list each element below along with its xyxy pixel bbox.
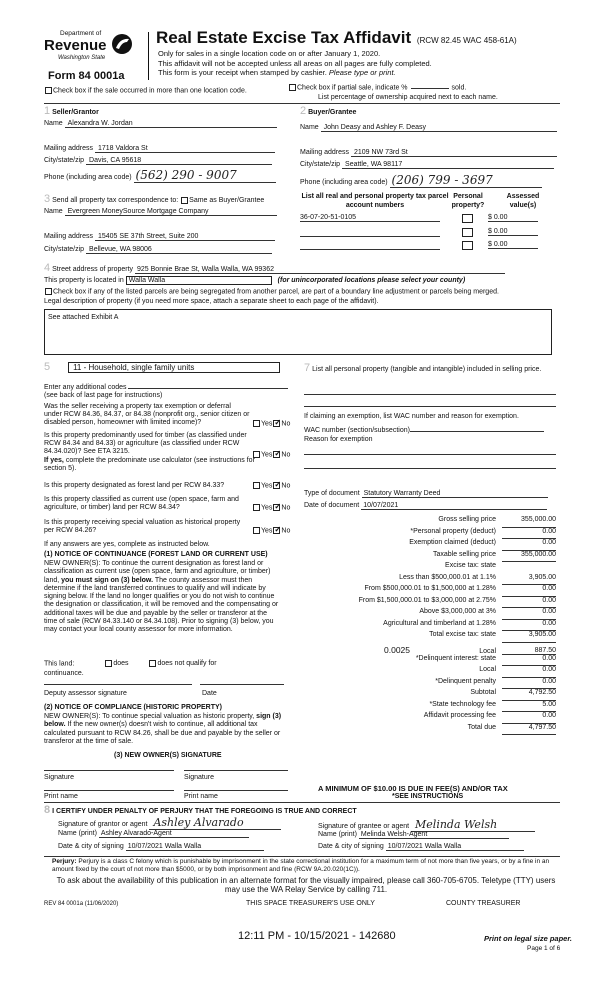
grantee-print-name[interactable]: Melinda Welsh-Agent [359, 831, 509, 839]
tax-row: Above $3,000,000 at 3% 0.00 [304, 608, 556, 620]
no-checkbox[interactable] [273, 527, 280, 534]
cashier-stamp: 12:11 PM - 10/15/2021 - 142680 [238, 930, 396, 942]
no-checkbox[interactable] [273, 482, 280, 489]
legal-size-note: Print on legal size paper. [484, 934, 572, 943]
print-name-label: Print name [184, 793, 218, 800]
personal-property-line[interactable] [304, 394, 556, 395]
street-row: 4 Street address of property 925 Bonnie Brae St, Walla Walla, WA 99362 [44, 262, 505, 274]
parcel-row [300, 214, 558, 226]
ownership-note: List percentage of ownership acquired next to each name. [318, 94, 498, 101]
tax-value[interactable]: 0.00 [502, 712, 556, 724]
grantee-date-city[interactable]: 10/07/2021 Walla Walla [386, 843, 524, 851]
note3: This form is your receipt when stamped by cashier. Please type or print. [158, 68, 396, 77]
tax-value[interactable]: 3,905.00 [502, 574, 556, 586]
q2-answer: Yes✓ No [252, 451, 290, 458]
seller-name-row: Name Alexandra W. Jordan [44, 120, 284, 128]
same-as-buyer-checkbox[interactable] [181, 197, 188, 204]
yes-checkbox[interactable] [253, 504, 260, 511]
grantor-sig-row: Signature of grantor or agent Ashley Alvarado [58, 816, 281, 830]
tax-value[interactable]: 0.00 [502, 608, 556, 620]
correspondence-mail-row: Mailing address 15405 SE 37th Street, Suite 200 [44, 233, 275, 241]
doc-date[interactable]: 10/07/2021 [361, 502, 547, 510]
page-number: Page 1 of 6 [527, 945, 561, 952]
minimum-due-note: A MINIMUM OF $10.00 IS DUE IN FEE(S) AND/OR TAX [318, 784, 508, 793]
dor-emblem-icon [111, 32, 133, 56]
assessed-value[interactable]: $ 0.00 [488, 214, 538, 222]
buyer-city-row: City/state/zip Seattle, WA 98117 [300, 161, 554, 169]
does-not-checkbox[interactable] [149, 660, 156, 667]
seller-phone-row: Phone (including area code) (562) 290 - 9007 [44, 168, 276, 183]
tax-row: From $500,000.01 to $1,500,000 at 1.28% 0.00 [304, 585, 556, 597]
no-checkbox[interactable] [273, 420, 280, 427]
tax-row: Affidavit processing fee 0.00 [304, 712, 556, 724]
seller-name[interactable]: Alexandra W. Jordan [65, 120, 277, 128]
buyer-mail[interactable]: 2109 NW 73rd St [351, 149, 557, 157]
grantor-name-row: Name (print) Ashley Alvarado-Agent [58, 830, 249, 838]
citation: (RCW 82.45 WAC 458-61A) [416, 36, 517, 45]
grantor-date-city[interactable]: 10/07/2021 Walla Walla [126, 843, 264, 851]
owner-signature-line[interactable] [184, 770, 288, 771]
use-code-row: 5 11 - Household, single family units [44, 361, 280, 373]
parcel-row [300, 241, 558, 253]
buyer-mail-row: Mailing address 2109 NW 73rd St [300, 149, 557, 157]
street-address[interactable]: 925 Bonnie Brae St, Walla Walla, WA 99362 [135, 266, 505, 274]
if-yes-note: If any answers are yes, complete as instructed below. [44, 541, 210, 548]
does-checkbox[interactable] [105, 660, 112, 667]
tax-row: Exemption claimed (deduct) 0.00 [304, 539, 556, 551]
assessed-value[interactable]: $ 0.00 [488, 228, 538, 236]
q3-answer: Yes✓ No [252, 482, 290, 489]
legal-description-box[interactable]: See attached Exhibit A [44, 309, 552, 355]
q1-answer: Yes✓ No [252, 420, 290, 427]
doc-type-row: Type of document Statutory Warranty Deed [304, 490, 548, 498]
exemption-text: If claiming an exemption, list WAC number and reason for exemption. [304, 413, 519, 420]
note2: This affidavit will not be accepted unless all areas on all pages are fully completed. [158, 58, 432, 68]
tax-value[interactable]: 0.00 [502, 678, 556, 690]
tax-row: *Delinquent interest: state 0.00 [304, 655, 556, 667]
correspondence-mail[interactable]: 15405 SE 37th Street, Suite 200 [95, 233, 275, 241]
seller-phone[interactable]: (562) 290 - 9007 [134, 168, 276, 183]
tax-row: Subtotal 4,792.50 [304, 689, 556, 701]
seller-mail-row: Mailing address 1718 Valdora St [44, 145, 275, 153]
owner-signature-line[interactable] [44, 770, 174, 771]
doc-date-row: Date of document 10/07/2021 [304, 502, 547, 510]
tax-value[interactable]: 0.00 [502, 585, 556, 597]
tax-value[interactable]: 887.50 [502, 647, 556, 655]
certify-heading: 8 I CERTIFY UNDER PENALTY OF PERJURY THAT THE FOREGOING IS TRUE AND CORRECT [44, 804, 357, 816]
local-tax-row: 0.0025 Local 887.50 [384, 644, 556, 655]
local-rate: 0.0025 [384, 644, 410, 655]
revision: REV 84 0001a (11/06/2020) [44, 901, 119, 907]
buyer-phone-row: Phone (including area code) (206) 799 - 3697 [300, 173, 542, 188]
q3: Is this property designated as forest land per RCW 84.33? [44, 482, 225, 489]
continuance-heading: (1) NOTICE OF CONTINUANCE (FOREST LAND OR CURRENT USE) [44, 551, 268, 558]
tax-value[interactable]: 3,905.00 [502, 631, 556, 643]
tax-value[interactable]: 5.00 [502, 701, 556, 713]
correspondence-heading: 3 Send all property tax correspondence to: Same as Buyer/Grantee [44, 193, 265, 205]
header-notes [158, 49, 432, 78]
tax-value[interactable]: 0.00 [502, 620, 556, 632]
tax-row: *Delinquent penalty 0.00 [304, 678, 556, 690]
q4-answer: Yes✓ No [252, 504, 290, 511]
tax-row: *State technology fee 5.00 [304, 701, 556, 713]
header-divider [148, 32, 149, 80]
assessed-col-header: Assessed value(s) [506, 193, 540, 209]
correspondence-city-row: City/state/zip Bellevue, WA 98006 [44, 246, 272, 254]
tax-value[interactable]: 355,000.00 [502, 516, 556, 528]
owner-print-line[interactable] [44, 790, 174, 791]
assessed-value[interactable]: $ 0.00 [488, 241, 538, 249]
no-checkbox[interactable] [273, 451, 280, 458]
reason-line[interactable] [304, 454, 556, 455]
buyer-name-row: Name John Deasy and Ashley F. Deasy [300, 124, 557, 132]
checkbox[interactable] [289, 84, 296, 91]
grantee-name-row: Name (print) Melinda Welsh-Agent [318, 831, 509, 839]
deputy-date-line[interactable] [200, 684, 284, 685]
tax-value[interactable]: 0.00 [502, 597, 556, 609]
section-divider [44, 856, 560, 857]
dept-name: Revenue [44, 37, 107, 54]
deputy-date-label: Date [202, 690, 217, 697]
personal-property-checkbox[interactable] [462, 214, 473, 223]
tax-row: Gross selling price 355,000.00 [304, 516, 556, 528]
land-use-select[interactable]: 11 - Household, single family units [68, 362, 280, 373]
tax-row: Total due 4,797.50 [304, 724, 556, 736]
tax-row: Total excise tax: state 3,905.00 [304, 631, 556, 643]
continuance-text: NEW OWNER(S): To continue the current designation as forest land or classification as current use (open space, farm and agriculture, or timber) land, you must sign on (3) below. The county assessor must then determine if the land transferred continues to qualify and will indicate by signing below. If the land no longer qualifies or you do not wish to continue the designation or classification, it will be removed and the compensating or additional taxes will be due and payable by the seller or transferor at the time of sale (RCW 84.33.140 or 84.34.108). Prior to signing (3) below, you may contact your local county assessor for more information. [44, 560, 279, 634]
personal-col-header: Personal property? [451, 193, 485, 209]
tax-row: *Personal property (deduct) 0.00 [304, 528, 556, 540]
tax-value[interactable]: 355,000.00 [502, 551, 556, 563]
perjury-notice: Perjury: Perjury is a class C felony which is punishable by imprisonment in the state correctional institution for a maximum term of not more than five years, or by a fine in an amount fixed by the court of not more than $5000, or by both imprisonment and fine (RCW 9A.20.020(1C)). [52, 858, 550, 873]
continuance-label: continuance. [44, 670, 84, 677]
q5-answer: Yes✓ No [252, 527, 290, 534]
yes-checkbox[interactable] [253, 420, 260, 427]
q2-note: If yes, complete the predominate use calculator (see instructions for section 5). [44, 457, 255, 472]
alt-format-notice: To ask about the availability of this publication in an alternate format for the visually impaired, please call 360-705-6705. Teletype (TTY) users may use the WA Relay Service by calling 711. [56, 876, 556, 894]
q1: Was the seller receiving a property tax exemption or deferral under RCW 84.36, 84.37, or 84.38 (nonprofit org., senior citizen or disabled person, homeowner with limited income)? [44, 403, 250, 426]
parcel-col-header: List all real and personal property tax parcel account numbers [301, 193, 449, 209]
q2: Is this property predominantly used for timber (as classified under RCW 84.34 and 84.33) or agriculture (as classified under RCW 84.34.020)? See ETA 3215. [44, 432, 247, 455]
correspondence-name[interactable]: Evergreen MoneySource Mortgage Company [65, 208, 277, 216]
parcel-account[interactable]: 36-07-20-51-0105 [300, 214, 440, 222]
land-qualify-row: This land: does does not qualify for [44, 660, 217, 668]
buyer-heading: 2 Buyer/Grantee [300, 105, 357, 117]
tax-value[interactable]: 0.00 [502, 539, 556, 551]
tax-row: From $1,500,000.01 to $3,000,000 at 2.75% 0.00 [304, 597, 556, 609]
parcel-account[interactable] [300, 228, 440, 237]
seller-mail[interactable]: 1718 Valdora St [95, 145, 275, 153]
print-name-label: Print name [44, 793, 78, 800]
q4: Is this property classified as current use (open space, farm and agriculture, or timber) land per RCW 84.34? [44, 496, 239, 511]
personal-property-text: 7 List all personal property (tangible and intangible) included in selling price. [304, 362, 542, 374]
checkbox[interactable] [45, 288, 52, 295]
additional-codes-row: Enter any additional codes [44, 382, 288, 391]
additional-note: (see back of last page for instructions) [44, 392, 163, 399]
reason-line[interactable] [304, 468, 556, 469]
historic-heading: (2) NOTICE OF COMPLIANCE (HISTORIC PROPERTY) [44, 704, 222, 711]
note1: Only for sales in a single location code on or after January 1, 2020. [158, 49, 381, 58]
form-title [156, 28, 517, 48]
tax-row: Taxable selling price 355,000.00 [304, 551, 556, 563]
yes-checkbox[interactable] [253, 527, 260, 534]
historic-text: NEW OWNER(S): To continue special valuation as historic property, sign (3) below. If the new owner(s) doesn't wish to continue, all additional tax calculated pursuant to RCW 84.26, shall be due and payable by the seller or transferor at the time of sale. [44, 713, 282, 745]
multi-county-check[interactable]: Check box if the sale occurred in more than one location code. [44, 87, 247, 94]
treasurer-use: THIS SPACE TREASURER'S USE ONLY [246, 900, 375, 907]
grantor-date-row: Date & city of signing 10/07/2021 Walla Walla [58, 843, 264, 851]
tax-row: Less than $500,000.01 at 1.1% 3,905.00 [304, 574, 556, 586]
location-select[interactable]: Walla Walla [126, 276, 272, 285]
tax-value[interactable]: 4,792.50 [502, 689, 556, 701]
new-owner-sig-heading: (3) NEW OWNER(S) SIGNATURE [114, 752, 222, 759]
county-treasurer: COUNTY TREASURER [446, 900, 521, 907]
personal-property-checkbox[interactable] [462, 228, 473, 237]
signature-label: Signature [184, 774, 214, 781]
tax-value[interactable]: 0.00 [502, 666, 556, 678]
tax-value[interactable]: 4,797.50 [502, 724, 556, 736]
checkbox[interactable] [45, 87, 52, 94]
personal-property-line[interactable] [304, 406, 556, 407]
correspondence-name-row: Name Evergreen MoneySource Mortgage Company [44, 208, 277, 216]
correspondence-city[interactable]: Bellevue, WA 98006 [86, 246, 272, 254]
yes-checkbox[interactable] [253, 482, 260, 489]
grantee-date-row: Date & city of signing 10/07/2021 Walla Walla [318, 843, 524, 851]
no-checkbox[interactable] [273, 504, 280, 511]
reason-label: Reason for exemption [304, 436, 373, 443]
section-divider [44, 103, 560, 104]
grantor-print-name[interactable]: Ashley Alvarado-Agent [99, 830, 249, 838]
additional-codes-input[interactable] [128, 382, 288, 389]
seller-heading: 1 Seller/Grantor [44, 105, 99, 117]
parcel-account[interactable] [300, 241, 440, 250]
see-instructions: *SEE INSTRUCTIONS [392, 793, 464, 800]
seller-city[interactable]: Davis, CA 95618 [86, 157, 272, 165]
deputy-label: Deputy assessor signature [44, 690, 127, 697]
q5: Is this property receiving special valuation as historical property per RCW 84.26? [44, 519, 241, 534]
state-name: Washington State [58, 55, 106, 61]
tax-value[interactable]: 0.00 [502, 655, 556, 667]
wac-input[interactable] [410, 425, 544, 432]
buyer-phone[interactable]: (206) 799 - 3697 [390, 173, 542, 188]
form-number: Form 84 0001a [48, 70, 125, 82]
grantee-sig-row: Signature of grantee or agent Melinda Welsh [318, 818, 535, 832]
wac-row: WAC number (section/subsection) [304, 425, 544, 434]
grantee-signature[interactable]: Melinda Welsh [411, 818, 535, 832]
buyer-city[interactable]: Seattle, WA 98117 [342, 161, 554, 169]
doc-type[interactable]: Statutory Warranty Deed [362, 490, 548, 498]
tax-row: Agricultural and timberland at 1.28% 0.00 [304, 620, 556, 632]
legal-label: Legal description of property (if you need more space, attach a separate sheet to each page of the affidavit). [44, 298, 379, 305]
deputy-signature-line[interactable] [44, 684, 192, 685]
owner-print-line[interactable] [184, 790, 288, 791]
parcel-row [300, 228, 558, 240]
grantor-signature[interactable]: Ashley Alvarado [149, 816, 281, 830]
location-row: This property is located in Walla Walla (for unincorporated locations please select your county) [44, 277, 466, 284]
seller-city-row: City/state/zip Davis, CA 95618 [44, 157, 272, 165]
dept-line1: Department of [60, 30, 102, 37]
signature-label: Signature [44, 774, 74, 781]
segregated-check[interactable]: Check box if any of the listed parcels are being segregated from another parcel, are part of a boundary line adjustment or parcels being merged. [44, 288, 499, 295]
tax-row: Local 0.00 [304, 666, 556, 678]
tax-value[interactable]: 0.00 [502, 528, 556, 540]
personal-property-checkbox[interactable] [462, 241, 473, 250]
buyer-name[interactable]: John Deasy and Ashley F. Deasy [321, 124, 557, 132]
tax-row: Excise tax: state [445, 562, 496, 569]
title: Real Estate Excise Tax Affidavit [156, 28, 412, 47]
tax-calculation [304, 516, 556, 735]
partial-sale-check[interactable]: Check box if partial sale, indicate % sold. [288, 84, 466, 91]
section-divider [44, 802, 560, 803]
